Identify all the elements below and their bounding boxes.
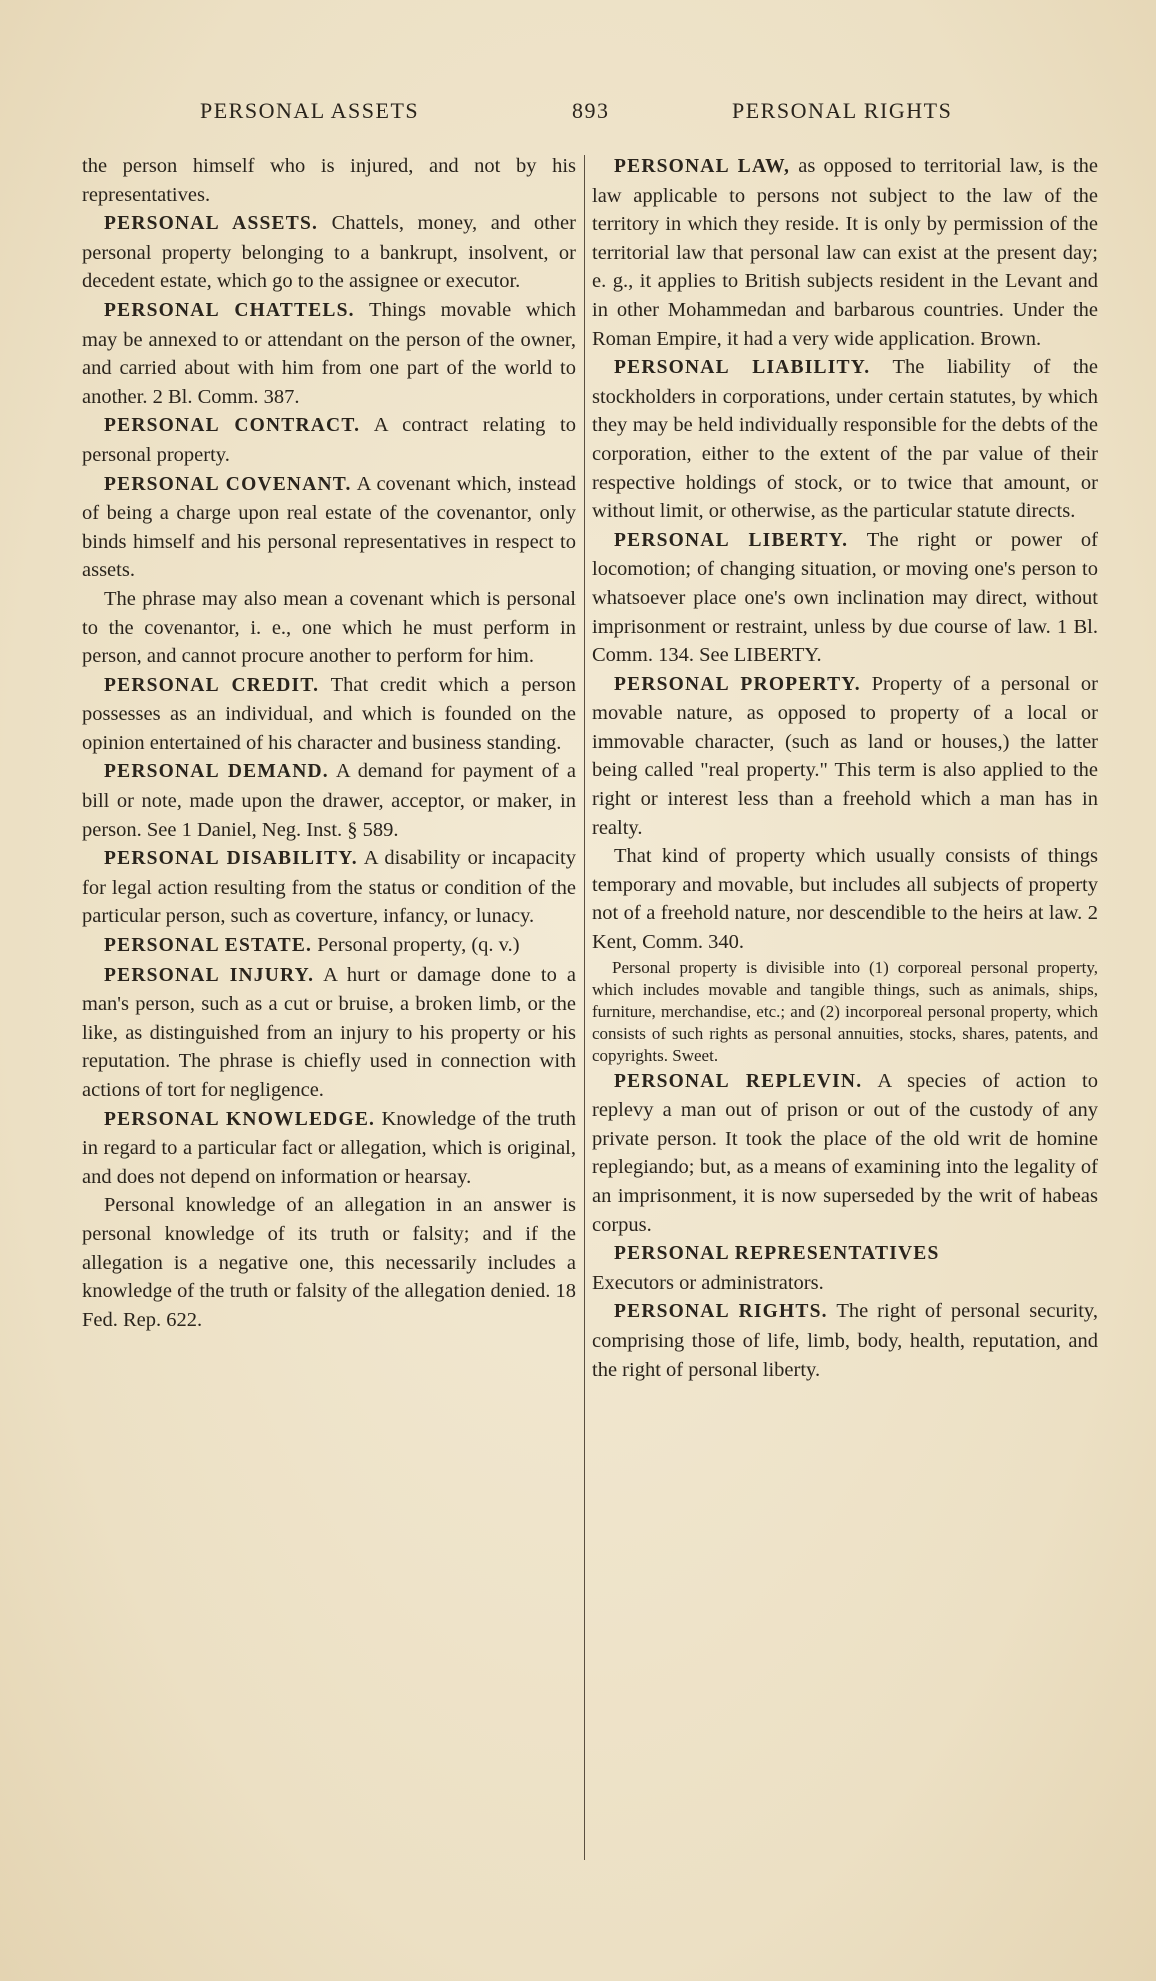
continued-text: the person himself who is injured, and not by his representatives. — [82, 155, 576, 206]
entry-personal-rights — [592, 1297, 1098, 1384]
entry-personal-covenant — [82, 470, 576, 585]
entry-definition: Things movable which may be annexed to or attendant on the person of the owner, and carried about with him from one part of the world to another. 2 Bl. Comm. 387. — [82, 298, 576, 408]
running-header — [0, 98, 1156, 138]
entry-personal-law — [592, 152, 1098, 353]
entry-personal-chattels — [82, 296, 576, 411]
entry-personal-liberty — [592, 526, 1098, 670]
entry-definition: as opposed to territorial law, is the law applicable to persons not subject to the law of the territory in which they reside. It is only by permission of the territorial law that personal law can exist at the present day; e. g., it applies to British subjects resident in the Levant and in other Mohammedan and barbarous countries. Under the Roman Empire, it had a very wide application. Brown. — [592, 155, 1099, 350]
entry-term: PERSONAL CHATTELS. — [104, 299, 355, 321]
page-number: 893 — [572, 98, 610, 123]
entry-definition: A disability or incapacity for legal action resulting from the status or condition of the particular person, such as coverture, infancy, or lunacy. — [82, 847, 576, 928]
entry-paragraph: That kind of property which usually consists of things temporary and movable, but includes all subjects of property not of a freehold nature, nor descendible to the heirs at law. 2 Kent, Comm. 340. — [592, 845, 1098, 954]
entry-personal-estate — [82, 931, 576, 961]
entry-definition: A species of action to replevy a man out of prison or out of the custody of any private person. It took the place of the old writ de homine replegiando; but, as a means of examining into the legality of an imprisonment, it is now superseded by the writ of habeas corpus. — [592, 1069, 1098, 1236]
entry-definition: The liability of the stockholders in corporations, under certain statutes, by which they may be held individually responsible for the debts of the corporation, either to the extent of the par value of their respective holdings of stock, or to twice that amount, or without limit, or otherwise, as the particular statute directs. — [592, 356, 1098, 523]
entry-personal-contract — [82, 411, 576, 469]
entry-personal-credit — [82, 671, 576, 758]
entry-paragraph: Personal knowledge of an allegation in an answer is personal knowledge of its truth or falsity; and if the allegation is a negative one, this necessarily includes a knowledge of the truth or falsity of the allegation denied. 18 Fed. Rep. 622. — [82, 1194, 576, 1331]
entry-definition: The right of personal security, comprising those of life, limb, body, health, reputation, and the right of personal liberty. — [592, 1300, 1098, 1381]
left-column — [82, 152, 576, 1334]
entry-definition: That credit which a person possesses as an individual, and which is founded on the opinion entertained of his character and business standing. — [82, 673, 576, 754]
entry-term: PERSONAL CONTRACT. — [104, 415, 361, 437]
entry-term: PERSONAL REPRESENTATIVES — [614, 1243, 940, 1265]
entry-term: PERSONAL KNOWLEDGE. — [104, 1108, 376, 1130]
entry-personal-assets — [82, 209, 576, 296]
entry-personal-injury — [82, 961, 576, 1105]
entry-term: PERSONAL ASSETS. — [104, 213, 319, 235]
right-column — [592, 152, 1098, 1384]
entry-term: PERSONAL INJURY. — [104, 964, 315, 986]
entry-paragraph: The phrase may also mean a covenant which is personal to the covenantor, i. e., one which he must perform in person, and cannot procure another to perform for him. — [82, 587, 576, 668]
header-right-guideword: PERSONAL RIGHTS — [732, 98, 953, 123]
entry-definition: A contract relating to personal property. — [82, 414, 576, 466]
entry-term: PERSONAL LAW, — [614, 156, 791, 177]
entry-term: PERSONAL PROPERTY. — [614, 673, 861, 695]
entry-term: PERSONAL ESTATE. — [104, 935, 313, 957]
entry-definition: A demand for payment of a bill or note, made upon the drawer, acceptor, or maker, in person. See 1 Daniel, Neg. Inst. § 589. — [82, 760, 576, 841]
entry-definition: Executors or administrators. — [592, 1271, 824, 1294]
entry-personal-representatives — [592, 1239, 1098, 1297]
entry-term: PERSONAL RIGHTS. — [614, 1301, 828, 1323]
entry-definition: Personal property, (q. v.) — [317, 934, 520, 957]
entry-term: PERSONAL LIABILITY. — [614, 357, 871, 379]
entry-definition: A hurt or damage done to a man's person, such as a cut or bruise, a broken limb, or the like, as distinguished from an injury to his property or his reputation. The phrase is chiefly used in connection with actions of tort for negligence. — [82, 963, 576, 1101]
entry-personal-knowledge — [82, 1105, 576, 1192]
entry-term: PERSONAL DEMAND. — [104, 761, 329, 783]
entry-definition: Knowledge of the truth in regard to a particular fact or allegation, which is original, and does not depend on information or hearsay. — [82, 1107, 576, 1188]
column-divider — [584, 155, 585, 1860]
entry-personal-liability — [592, 353, 1098, 526]
entry-definition: A covenant which, instead of being a charge upon real estate of the covenantor, only binds himself and his personal representatives in respect to assets. — [82, 472, 576, 582]
entry-personal-property — [592, 670, 1098, 843]
entry-personal-demand — [82, 757, 576, 844]
header-left-guideword: PERSONAL ASSETS — [200, 98, 420, 123]
entry-term: PERSONAL COVENANT. — [104, 473, 352, 495]
entry-note: Personal property is divisible into (1) corporeal personal property, which includes movable and tangible things, such as animals, ships, furniture, merchandise, etc.; and (2) incorporeal personal property, which consists of such rights as personal annuities, stocks, shares, patents, and copyrights. Sweet. — [592, 957, 1098, 1065]
entry-term: PERSONAL LIBERTY. — [614, 529, 849, 551]
entry-term: PERSONAL REPLEVIN. — [614, 1070, 863, 1092]
entry-personal-disability — [82, 844, 576, 931]
entry-definition: The right or power of locomotion; of changing situation, or moving one's person to whatsoever place one's own inclination may direct, without imprisonment or restraint, unless by due course of law. 1 Bl. Comm. 134. See LIBERTY. — [592, 528, 1098, 667]
entry-personal-replevin — [592, 1067, 1098, 1240]
entry-definition: Property of a personal or movable nature, as opposed to property of a local or immovable character, (such as land or houses,) the latter being called "real property." This term is also applied to the right or interest less than a freehold which a man has in realty. — [592, 672, 1098, 839]
entry-term: PERSONAL CREDIT. — [104, 674, 320, 696]
entry-definition: Chattels, money, and other personal property belonging to a bankrupt, insolvent, or decedent estate, which go to the assignee or executor. — [82, 212, 576, 293]
entry-term: PERSONAL DISABILITY. — [104, 848, 358, 870]
